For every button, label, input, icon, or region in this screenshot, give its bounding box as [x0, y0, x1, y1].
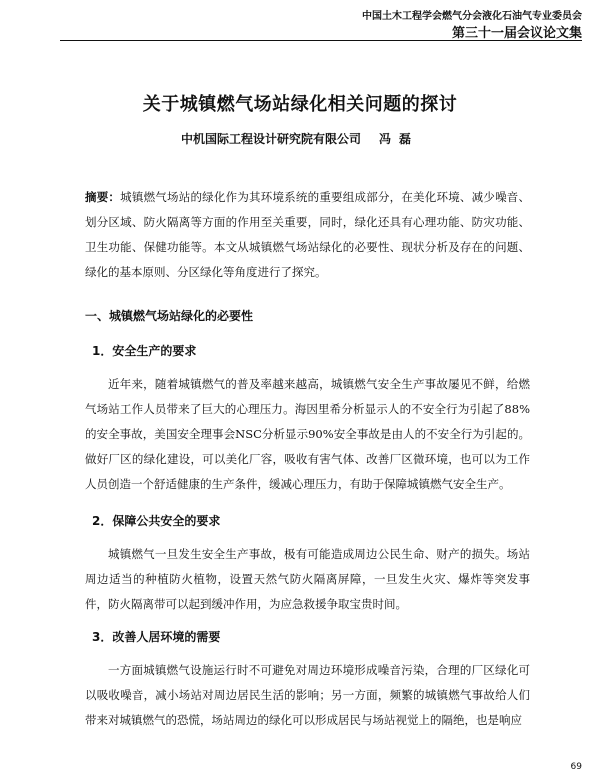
running-header-collection: 第三十一届会议论文集 [451, 26, 582, 41]
affiliation: 中机国际工程设计研究院有限公司 [180, 132, 361, 146]
article-title: 关于城镇燃气场站绿化相关问题的探讨 [142, 94, 458, 115]
abstract-label: 摘要： [85, 190, 121, 204]
paragraph: 一方面城镇燃气设施运行时不可避免对周边环境形成噪音污染，合理的厂区绿化可以吸收噪音，减小场站对周边居民生活的影响；另一方面，频繁的城镇燃气事故给人们带来对城镇燃气的恐慌，场站周边的绿化可以形成居民与场站视觉上的隔绝，也是响应 [85, 663, 530, 727]
paragraph: 近年来，随着城镇燃气的普及率越来越高，城镇燃气安全生产事故屡见不鲜，给燃气场站工作人员带来了巨大的心理压力。海因里希分析显示人的不安全行为引起了88%的安全事故，美国安全理事会NSC分析显示90%安全事故是由人的不安全行为引起的。做好厂区的绿化建设，可以美化厂容，吸收有害气体、改善厂区微环境，也可以为工作人员创造一个舒适健康的生产条件，缓减心理压力，有助于保障城镇燃气安全生产。 [85, 377, 530, 491]
author-name: 冯磊 [379, 132, 420, 146]
author-line [0, 130, 600, 147]
page-number: 69 [570, 762, 582, 772]
subsection-heading: 1．安全生产的要求 [92, 344, 197, 358]
running-header-organization: 中国土木工程学会燃气分会液化石油气专业委员会 [362, 11, 582, 22]
subsection-heading: 3．改善人居环境的需要 [92, 630, 221, 644]
abstract [85, 185, 530, 285]
paragraph: 城镇燃气一旦发生安全生产事故，极有可能造成周边公民生命、财产的损失。场站周边适当的种植防火植物，设置天然气防火隔离屏障，一旦发生火灾、爆炸等突发事件，防火隔离带可以起到缓冲作用，为应急救援争取宝贵时间。 [85, 547, 530, 611]
header-rule [60, 40, 582, 41]
abstract-text: 城镇燃气场站的绿化作为其环境系统的重要组成部分，在美化环境、减少噪音、划分区域、防火隔离等方面的作用至关重要，同时，绿化还具有心理功能、防灾功能、卫生功能、保健功能等。本文从城镇燃气场站绿化的必要性、现状分析及存在的问题、绿化的基本原则、分区绿化等角度进行了探究。 [85, 190, 531, 279]
section-heading: 一、城镇燃气场站绿化的必要性 [85, 309, 254, 323]
subsection-heading: 2．保障公共安全的要求 [92, 514, 221, 528]
